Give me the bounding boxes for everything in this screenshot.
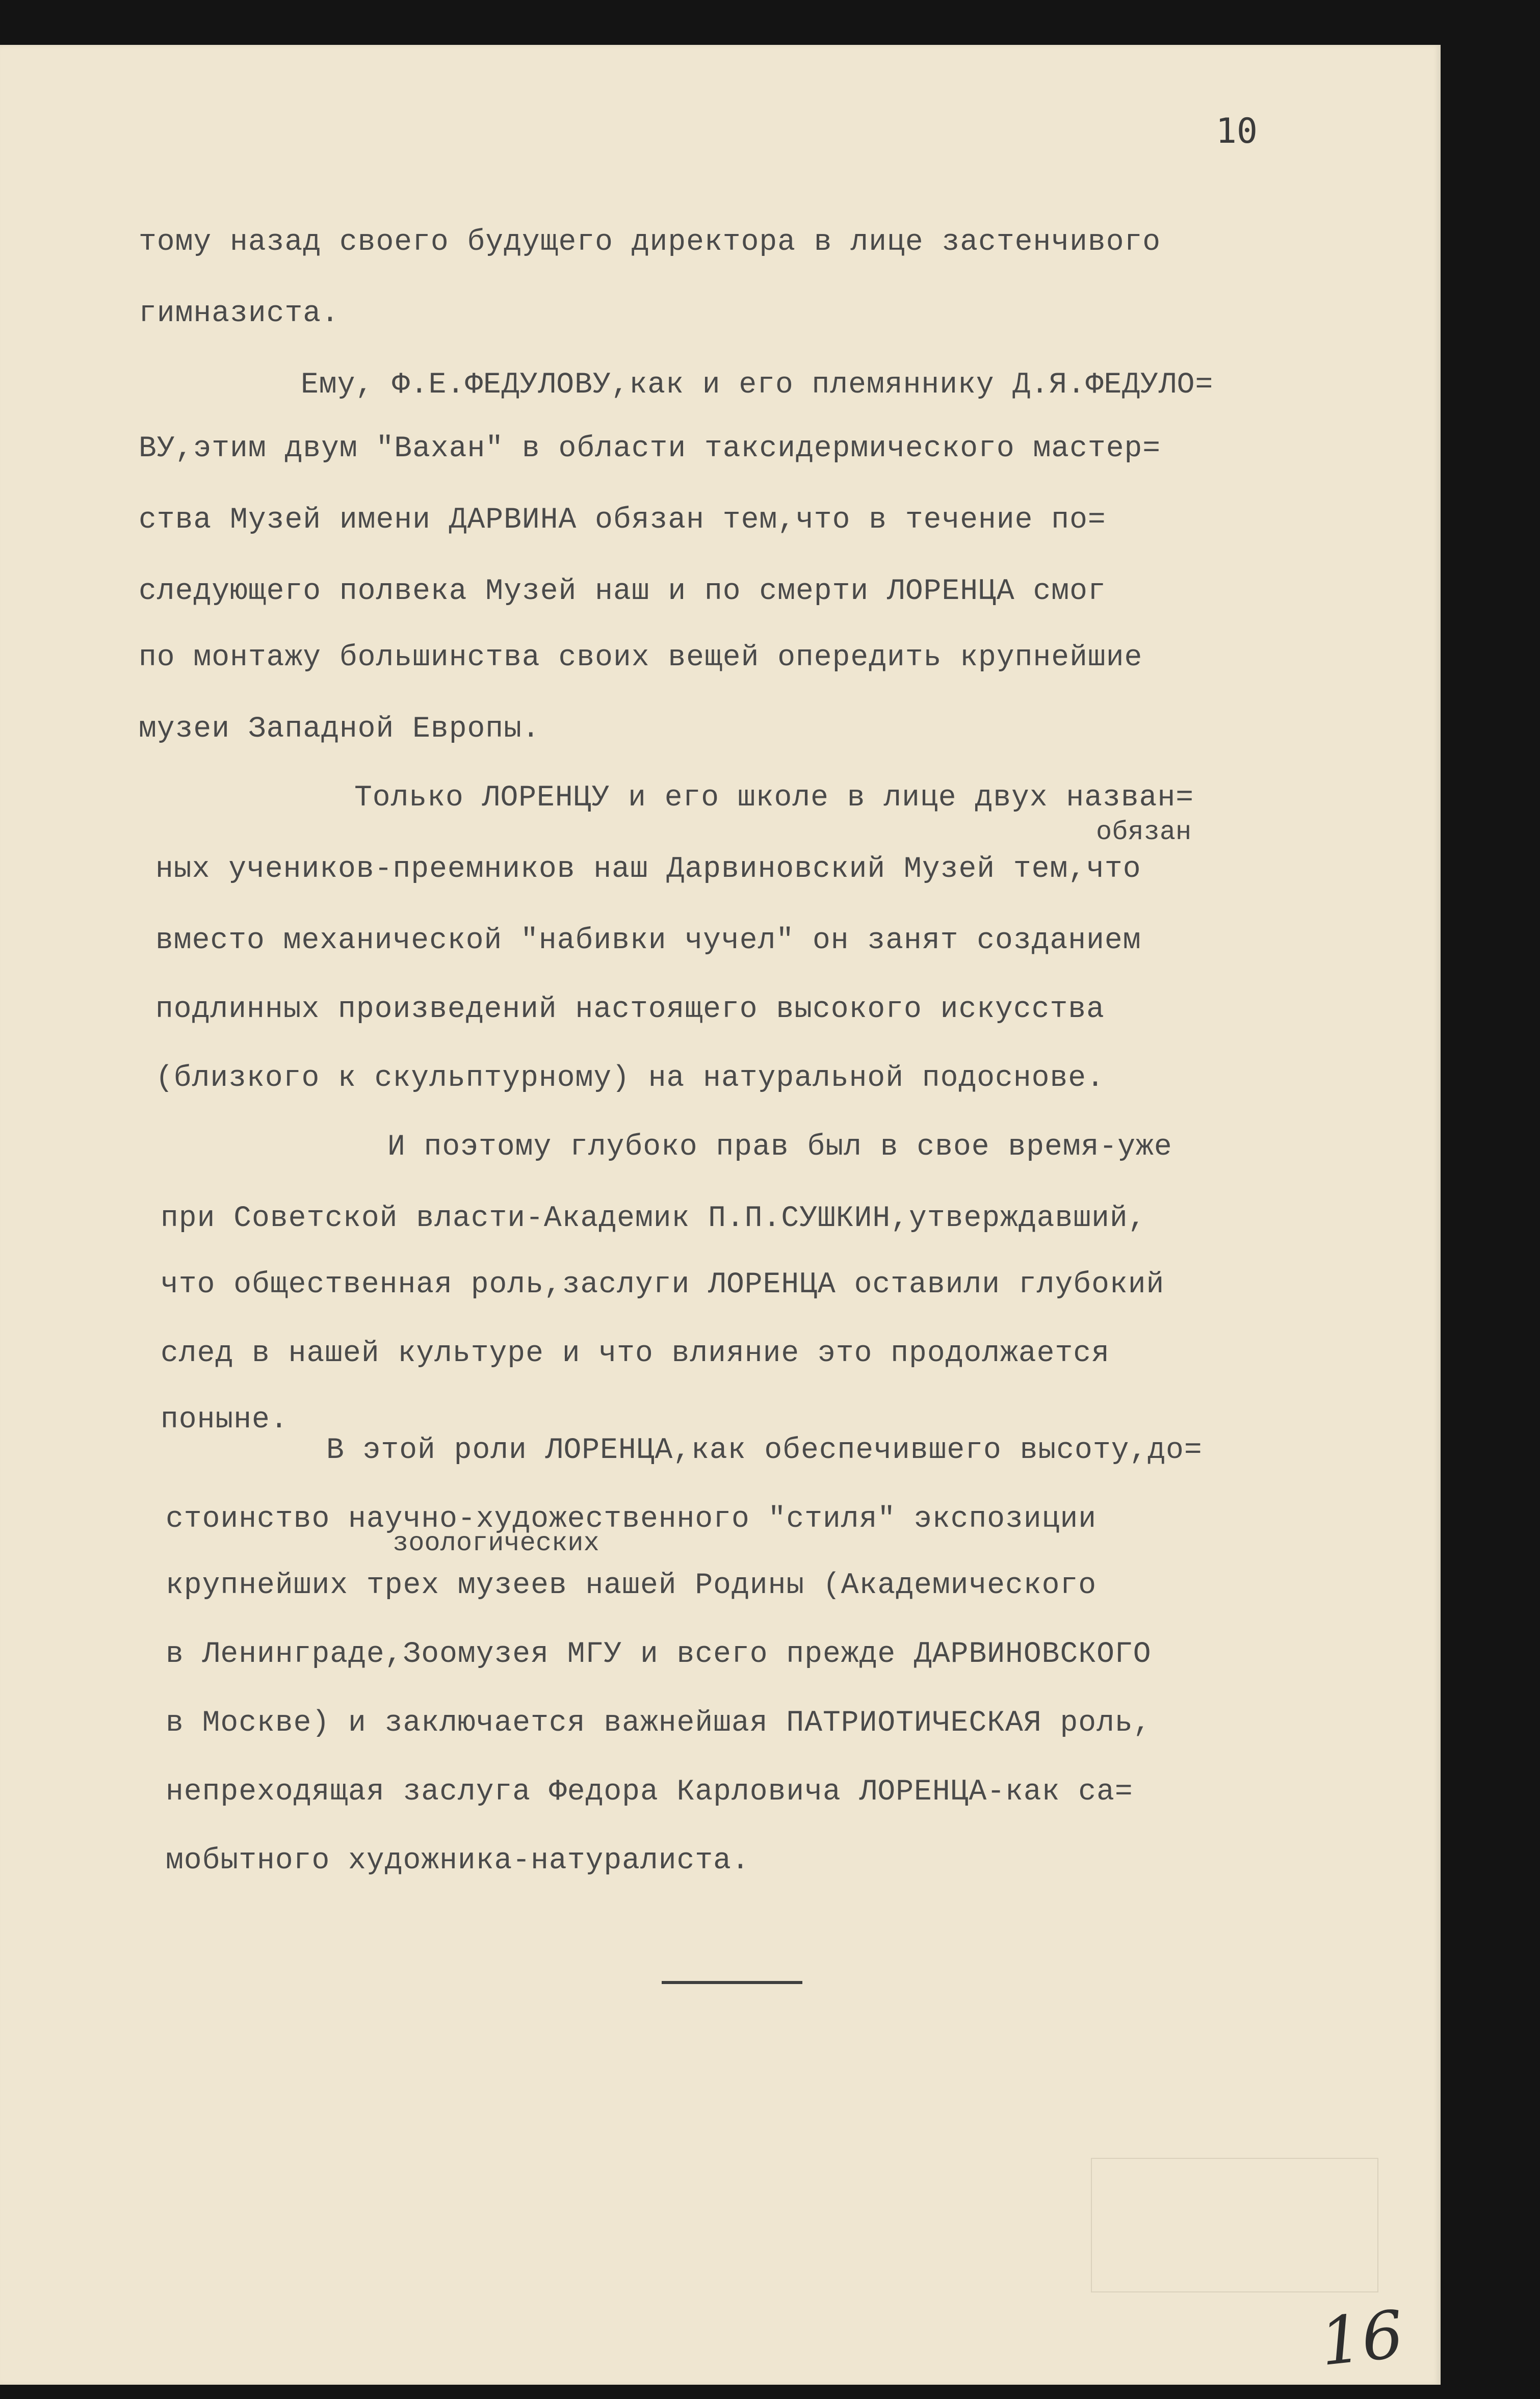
text-line: Ему, Ф.Е.ФЕДУЛОВУ,как и его племяннику Д.Я.ФЕДУЛО=	[301, 369, 1214, 402]
page-number: 10	[1216, 111, 1258, 151]
text-line: в Москве) и заключается важнейшая ПАТРИОТИЧЕСКАЯ роль,	[166, 1707, 1152, 1740]
text-line: ВУ,этим двум "Вахан" в области таксидермического мастер=	[139, 432, 1161, 465]
text-line: музеи Западной Европы.	[139, 713, 540, 746]
text-line: непреходящая заслуга Федора Карловича ЛОРЕНЦА-как са=	[166, 1776, 1133, 1809]
text-line: подлинных произведений настоящего высокого искусства	[155, 993, 1105, 1026]
handwritten-insertion: зоологических	[393, 1528, 599, 1558]
text-line: Только ЛОРЕНЦУ и его школе в лице двух назван=	[354, 781, 1194, 815]
text-line: следующего полвека Музей наш и по смерти ЛОРЕНЦА смог	[139, 575, 1106, 608]
section-end-rule	[662, 1981, 802, 1984]
archive-stamp	[1091, 2158, 1378, 2292]
text-line: след в нашей культуре и что влияние это продолжается	[161, 1337, 1110, 1370]
text-line: что общественная роль,заслуги ЛОРЕНЦА оставили глубокий	[161, 1268, 1165, 1301]
text-line: по монтажу большинства своих вещей опередить крупнейшие	[139, 641, 1143, 674]
text-line: (близкого к скульптурному) на натуральной подоснове.	[155, 1062, 1105, 1095]
text-line: поныне.	[161, 1403, 289, 1437]
text-line: стоинство научно-художественного "стиля" экспозиции	[166, 1503, 1097, 1536]
text-line: И поэтому глубоко прав был в свое время-уже	[387, 1131, 1172, 1164]
text-line: тому назад своего будущего директора в лице застенчивого	[139, 226, 1161, 259]
text-line: крупнейших трех музеев нашей Родины (Академического	[166, 1569, 1097, 1602]
text-line: вместо механической "набивки чучел" он занят созданием	[155, 924, 1141, 957]
text-line: В этой роли ЛОРЕНЦА,как обеспечившего высоту,до=	[326, 1434, 1203, 1467]
text-line: в Ленинграде,Зоомузея МГУ и всего прежде ДАРВИНОВСКОГО	[166, 1638, 1152, 1671]
text-line: гимназиста.	[139, 297, 340, 330]
text-line: мобытного художника-натуралиста.	[166, 1844, 750, 1878]
handwritten-insertion: обязан	[1096, 817, 1192, 847]
document-page	[0, 45, 1441, 2385]
text-line: ных учеников-преемников наш Дарвиновский Музей тем,что	[155, 853, 1141, 886]
text-line: при Советской власти-Академик П.П.СУШКИН,утверждавший,	[161, 1202, 1146, 1235]
text-line: ства Музей имени ДАРВИНА обязан тем,что в течение по=	[139, 504, 1106, 537]
handwritten-folio-number: 16	[1316, 2296, 1407, 2381]
